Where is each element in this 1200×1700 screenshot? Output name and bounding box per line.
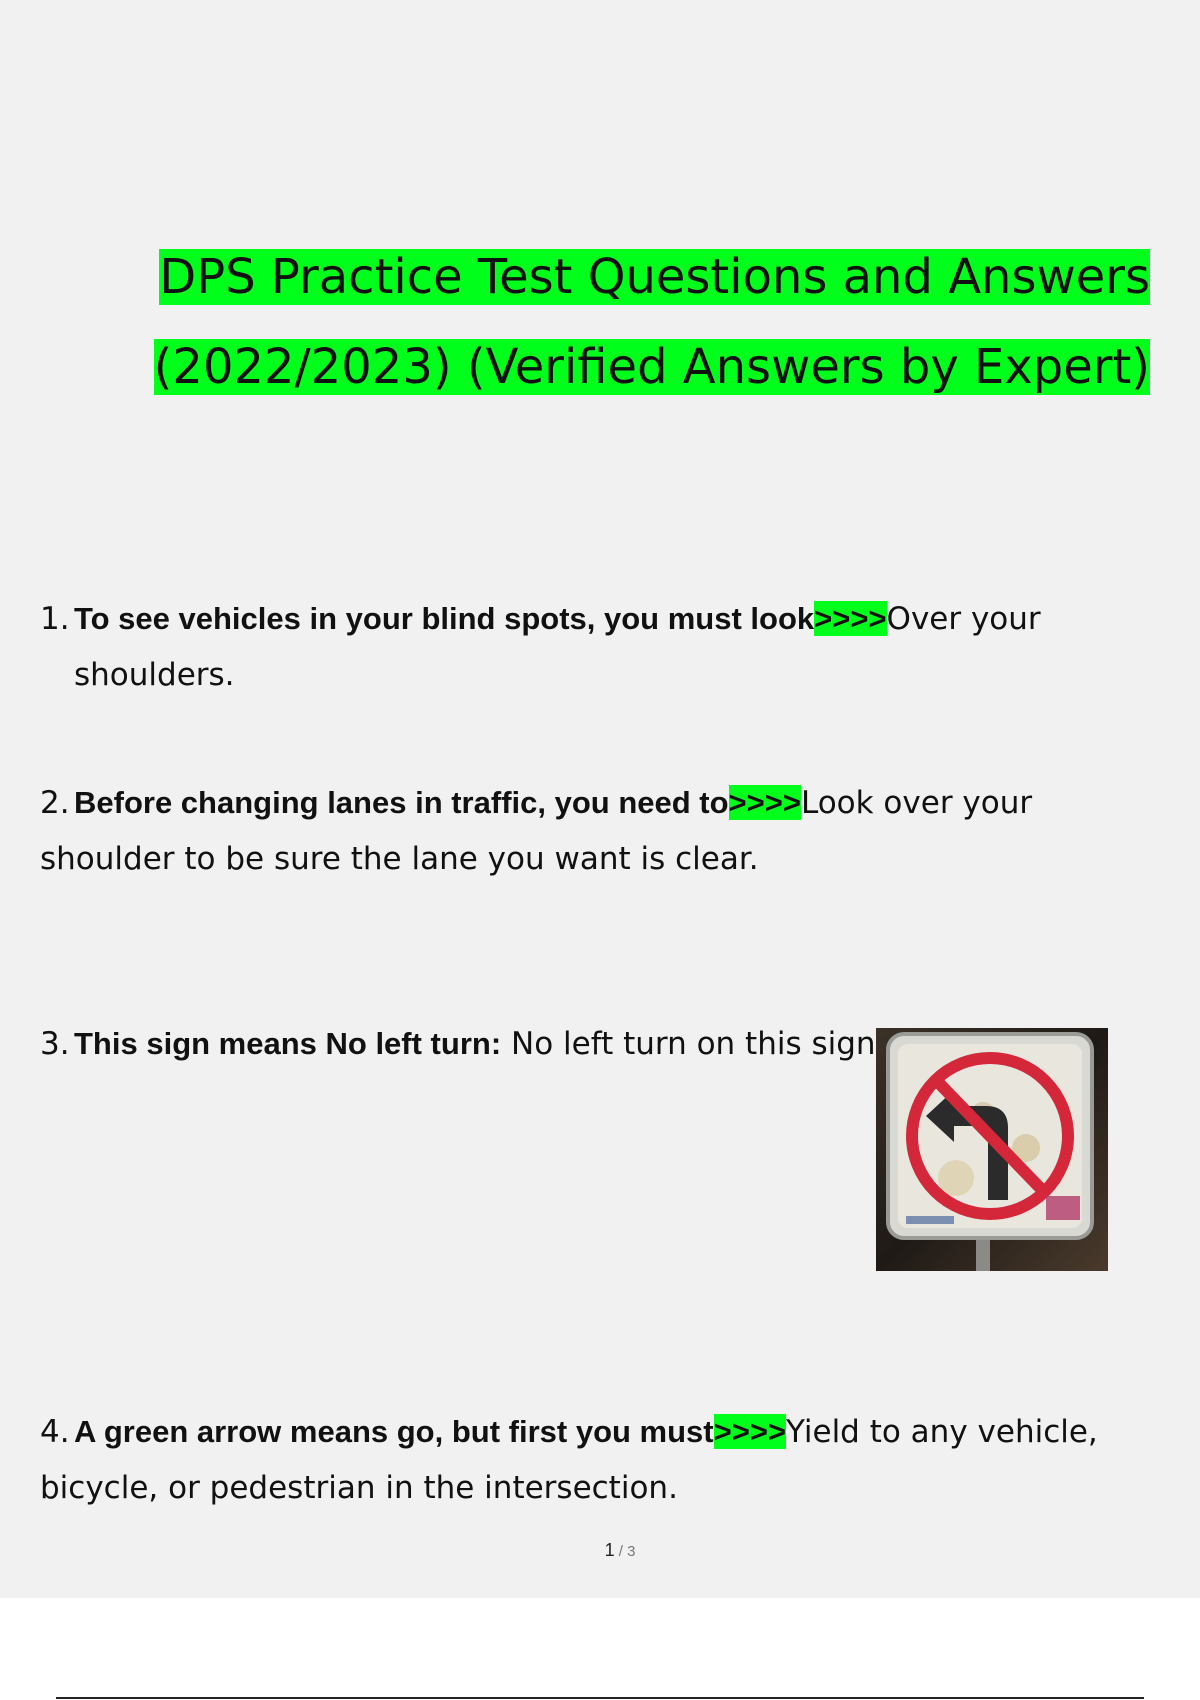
answer-separator: >>>> (814, 601, 887, 636)
answer-continuation: bicycle, or pedestrian in the intersection. (40, 1470, 678, 1506)
answer-text: No left turn on this sign (501, 1026, 876, 1062)
answer-separator: >>>> (713, 1414, 787, 1449)
answer-continuation: shoulder to be sure the lane you want is clear. (40, 841, 759, 877)
question-4 (40, 1404, 1160, 1516)
question-number: 3. (40, 1026, 70, 1062)
next-page-divider (56, 1697, 1144, 1699)
answer-separator: >>>> (728, 785, 801, 820)
document-title (140, 232, 1150, 412)
no-left-turn-sign-image (876, 1028, 1108, 1271)
question-3 (40, 1016, 876, 1072)
answer-text: Look over your (800, 785, 1033, 821)
question-1 (40, 591, 1160, 703)
answer-continuation: shoulders. (74, 657, 235, 693)
no-left-turn-sign-icon (876, 1028, 1108, 1271)
question-text: This sign means No left turn: (74, 1026, 502, 1061)
answer-text: Yield to any vehicle, (786, 1414, 1098, 1450)
question-number: 1. (40, 601, 70, 637)
question-text: Before changing lanes in traffic, you need to (74, 785, 729, 820)
page-total: / 3 (614, 1543, 636, 1560)
page-current: 1 (604, 1540, 615, 1560)
question-number: 2. (40, 785, 70, 821)
answer-text: Over your (886, 601, 1041, 637)
question-2 (40, 775, 1160, 887)
question-text: To see vehicles in your blind spots, you must look (74, 601, 815, 636)
title-line-2: (2022/2023) (Verified Answers by Expert) (153, 339, 1150, 395)
question-text: A green arrow means go, but first you must (74, 1414, 714, 1449)
question-number: 4. (40, 1414, 70, 1450)
page-indicator (0, 1540, 1200, 1561)
title-line-1: DPS Practice Test Questions and Answers (159, 249, 1150, 305)
